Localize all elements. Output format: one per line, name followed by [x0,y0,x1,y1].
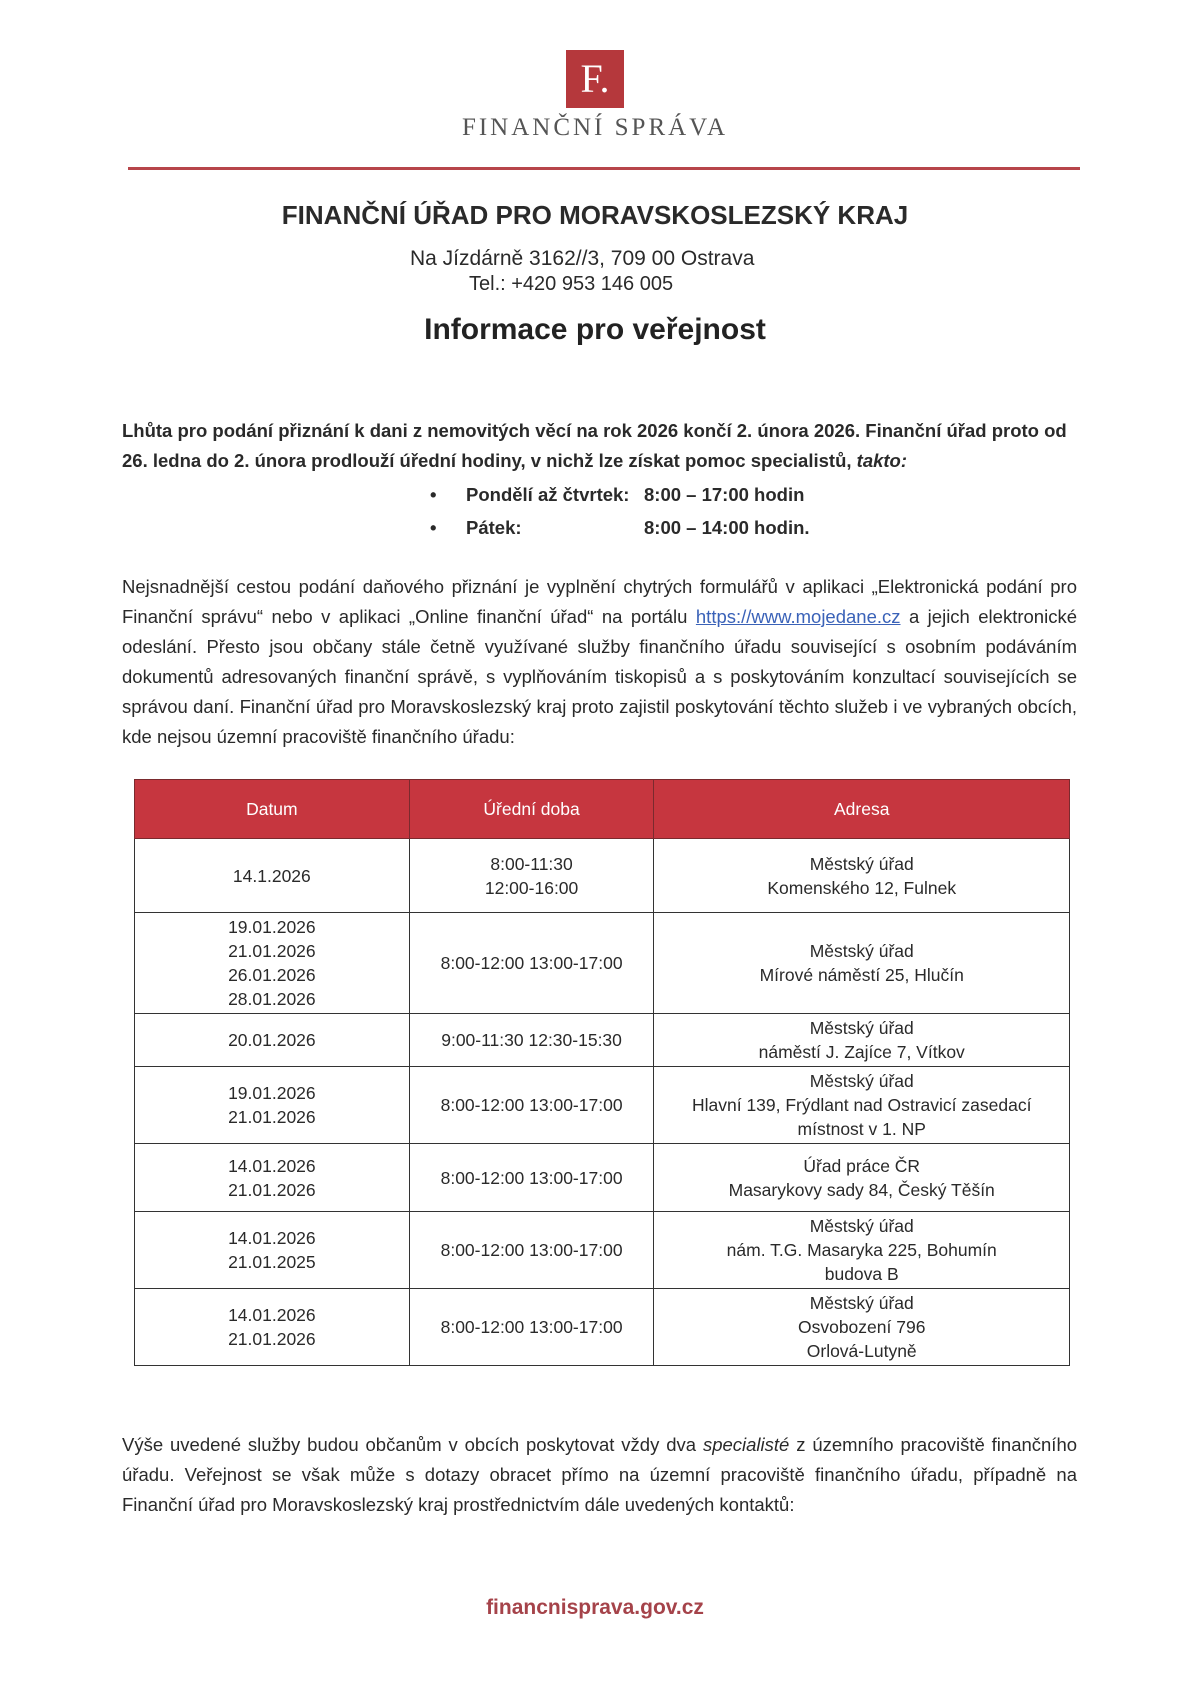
column-header-hours: Úřední doba [409,780,654,839]
address-cell-line: Městský úřad [809,1071,914,1091]
schedule-table [134,779,1070,1366]
date-cell-line: 21.01.2026 [228,1329,316,1349]
footer-website[interactable]: financnisprava.gov.cz [486,1596,704,1619]
hours-days: Pátek: [466,517,522,538]
hours-cell-line: 8:00-12:00 13:00-17:00 [440,1317,623,1337]
bullet-icon: • [430,484,437,505]
hours-cell-line: 8:00-12:00 13:00-17:00 [440,953,623,973]
office-phone: Tel.: +420 953 146 005 [469,273,674,295]
address-cell [654,1212,1070,1289]
date-cell-line: 21.01.2026 [228,1107,316,1127]
closing-paragraph [122,1430,1077,1520]
services-paragraph [122,572,1077,752]
table-row [135,1144,1070,1212]
office-hours-list [430,478,810,544]
hours-cell-line: 8:00-12:00 13:00-17:00 [440,1167,623,1188]
date-cell-line: 19.01.2026 [228,917,316,937]
date-cell [135,1144,410,1212]
date-cell-line: 21.01.2025 [228,1252,316,1272]
date-cell-line: 26.01.2026 [228,965,316,985]
office-title: FINANČNÍ ÚŘAD PRO MORAVSKOSLEZSKÝ KRAJ [281,200,909,230]
hours-cell-line: 9:00-11:30 12:30-15:30 [441,1030,622,1050]
address-cell [654,913,1070,1014]
address-cell-line: Masarykovy sady 84, Český Těšín [728,1179,995,1200]
address-cell-line: Hlavní 139, Frýdlant nad Ostravicí zasedací [691,1095,1032,1115]
logo-text: FINANČNÍ SPRÁVA [461,114,729,141]
services-text-continued: a jejich elektronické odeslání. Přesto jsou občany stále četně využívané služby finančního úřadu související s osobním podáváním dokumentů adresovaných finanční správě, s vyplňováním tiskopisů a s poskytováním konzultací souvisejících se správou daní. Finanční úřad pro Moravskoslezský kraj proto zajistil poskytování těchto služeb i ve vybraných obcích, kde nejsou územní pracoviště finančního úřadu: [122,606,1077,747]
address-cell-line: nám. T.G. Masaryka 225, Bohumín [726,1240,997,1260]
date-cell-line: 14.1.2026 [232,865,311,886]
header-divider [128,167,1080,170]
closing-text-continued: z územního pracoviště finančního úřadu. Veřejnost se však může s dotazy obracet přímo na územní pracoviště finančního úřadu, případně na Finanční úřad pro Moravskoslezský kraj prostřednictvím dále uvedených kontaktů: [122,1434,1078,1515]
column-header-date: Datum [135,780,410,839]
page-title: Informace pro veřejnost [424,313,766,346]
hours-cell-line: 8:00-12:00 13:00-17:00 [440,1240,623,1260]
date-cell-line: 14.01.2026 [228,1305,316,1325]
date-cell-line: 21.01.2026 [228,941,316,961]
address-cell-line: Městský úřad [809,853,914,874]
office-address: Na Jízdárně 3162//3, 709 00 Ostrava [410,247,755,270]
address-cell-line: Mírové náměstí 25, Hlučín [759,965,964,985]
address-cell-line: Úřad práce ČR [803,1155,921,1176]
hours-cell [409,1212,654,1289]
address-cell-line: Komenského 12, Fulnek [767,877,957,898]
date-cell [135,1289,410,1366]
table-header-row [135,780,1070,839]
hours-time: 8:00 – 14:00 hodin. [644,517,810,538]
hours-cell [409,839,654,913]
table-row [135,839,1070,913]
hours-cell [409,913,654,1014]
hours-cell [409,1014,654,1067]
hours-time: 8:00 – 17:00 hodin [644,484,805,505]
address-cell [654,839,1070,913]
closing-text: Výše uvedené služby budou občanům v obcích poskytovat vždy dva [122,1434,697,1455]
date-cell-line: 14.01.2026 [228,1228,316,1248]
address-cell [654,1014,1070,1067]
mojedane-link[interactable]: https://www.mojedane.cz [695,606,901,627]
date-cell-line: 14.01.2026 [228,1155,316,1176]
address-cell-line: místnost v 1. NP [797,1119,926,1139]
hours-cell-line: 8:00-12:00 13:00-17:00 [440,1095,623,1115]
table-row [135,913,1070,1014]
hours-cell [409,1144,654,1212]
logo [0,50,1190,142]
table-row [135,1014,1070,1067]
date-cell [135,839,410,913]
address-cell-line: náměstí J. Zajíce 7, Vítkov [758,1042,965,1062]
hours-cell-line: 12:00-16:00 [484,877,579,898]
hours-cell-line: 8:00-11:30 [490,853,573,874]
services-text: Nejsnadnější cestou podání daňového přiznání je vyplnění chytrých formulářů v aplikaci „Elektronická podání pro Finanční správu“ nebo v aplikaci „Online finanční úřad“ na portálu [122,576,1077,627]
address-cell-line: Městský úřad [809,941,914,961]
intro-emphasis: takto: [856,450,908,471]
date-cell [135,1014,410,1067]
address-cell-line: Městský úřad [809,1216,914,1236]
bullet-icon: • [430,517,437,538]
date-cell-line: 28.01.2026 [228,989,316,1009]
date-cell-line: 21.01.2026 [228,1179,316,1200]
address-cell-line: Městský úřad [809,1293,914,1313]
hours-days: Pondělí až čtvrtek: [466,484,630,505]
hours-cell [409,1067,654,1144]
date-cell [135,1067,410,1144]
table-row [135,1289,1070,1366]
address-cell [654,1289,1070,1366]
date-cell-line: 19.01.2026 [228,1083,316,1103]
hours-cell [409,1289,654,1366]
column-header-address: Adresa [654,780,1070,839]
address-cell-line: Osvobození 796 [797,1317,926,1337]
address-cell-line: Orlová-Lutyně [806,1341,917,1361]
intro-paragraph [122,416,1077,476]
date-cell-line: 20.01.2026 [228,1030,316,1050]
list-item [430,511,810,544]
closing-emphasis: specialisté [702,1434,790,1455]
date-cell [135,1212,410,1289]
table-row [135,1212,1070,1289]
list-item [430,478,810,511]
address-cell-line: budova B [824,1264,899,1284]
address-cell [654,1067,1070,1144]
address-cell [654,1144,1070,1212]
address-cell-line: Městský úřad [809,1018,914,1038]
table-row [135,1067,1070,1144]
date-cell [135,913,410,1014]
intro-text: Lhůta pro podání přiznání k dani z nemovitých věcí na rok 2026 končí 2. února 2026. Finanční úřad proto od 26. ledna do 2. února prodlouží úřední hodiny, v nichž lze získat pomoc specialistů, [122,420,1067,471]
logo-mark: F. [566,50,624,108]
